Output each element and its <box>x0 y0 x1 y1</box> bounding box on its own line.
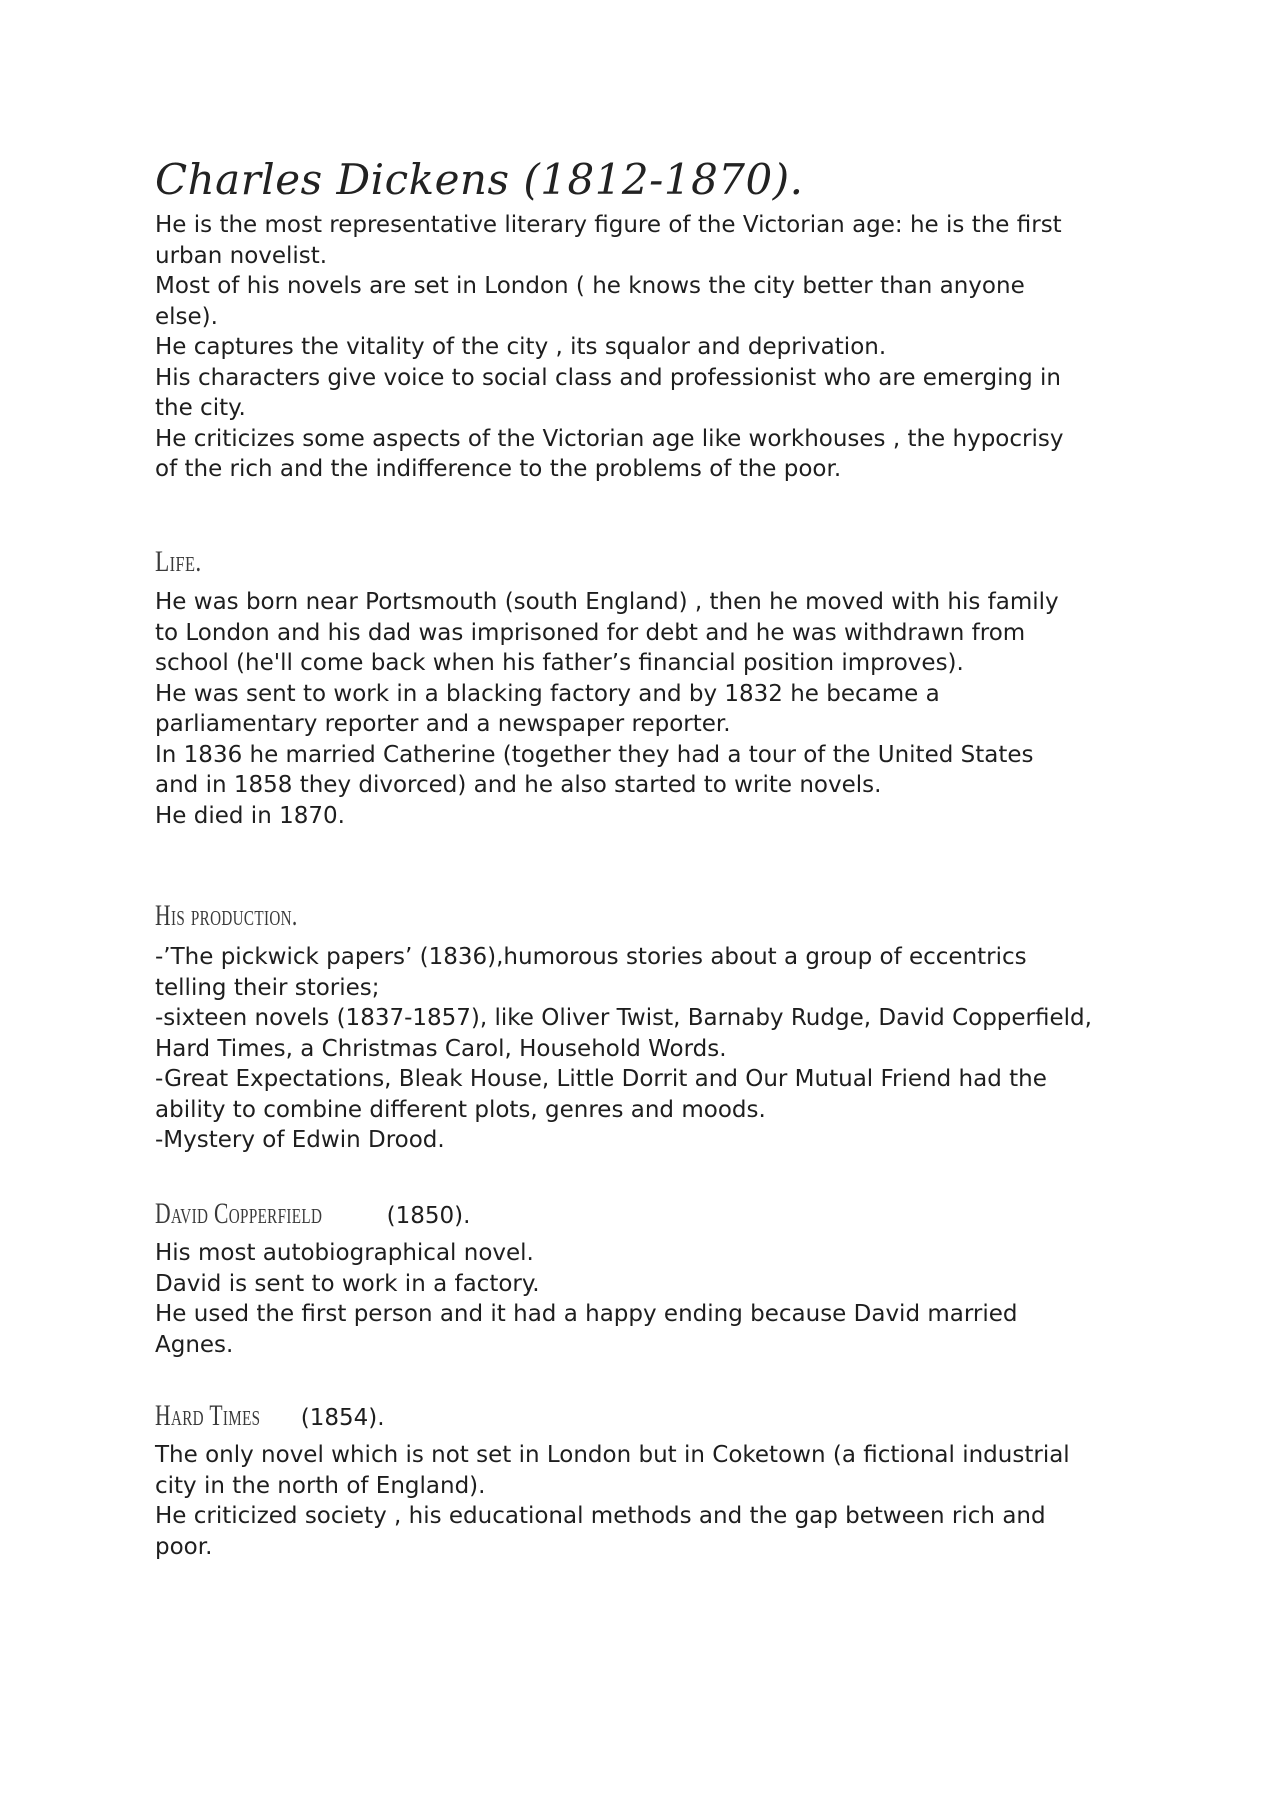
production-line: -’The pickwick papers’ (1836),humorous stories about a group of eccentrics <box>155 944 1027 970</box>
intro-line: else). <box>155 303 218 330</box>
intro-paragraph <box>155 210 1145 485</box>
copperfield-paragraph <box>155 1238 1145 1360</box>
hardtimes-line: The only novel which is not set in London but in Coketown (a fictional industrial <box>155 1442 1070 1468</box>
life-line: He was sent to work in a blacking factory and by 1832 he became a <box>155 680 940 707</box>
life-heading-text: Life. <box>155 545 202 578</box>
hardtimes-line: poor. <box>155 1533 213 1560</box>
copperfield-heading <box>155 1194 470 1236</box>
life-paragraph <box>155 587 1145 831</box>
copperfield-line: David is sent to work in a factory. <box>155 1270 540 1297</box>
life-line: In 1836 he married Catherine (together they had a tour of the United States <box>155 741 1034 768</box>
copperfield-line: He used the first person and it had a happy ending because David married <box>155 1301 1018 1327</box>
intro-line: the city. <box>155 395 246 421</box>
copperfield-heading-text: David Copperfield <box>155 1197 323 1230</box>
intro-line: Most of his novels are set in London ( he knows the city better than anyone <box>155 273 1025 299</box>
life-line: to London and his dad was imprisoned for debt and he was withdrawn from <box>155 619 1026 646</box>
hardtimes-line: He criticized society , his educational methods and the gap between rich and <box>155 1503 1046 1529</box>
production-heading-text: His production. <box>155 899 298 932</box>
hardtimes-heading-text: Hard Times <box>155 1399 261 1432</box>
production-line: -Mystery of Edwin Drood. <box>155 1127 445 1153</box>
life-line: school (he'll come back when his father’s financial position improves). <box>155 650 964 676</box>
life-line: and in 1858 they divorced) and he also started to write novels. <box>155 772 882 798</box>
life-line: He was born near Portsmouth (south England) , then he moved with his family <box>155 589 1059 615</box>
hardtimes-line: city in the north of England). <box>155 1472 486 1499</box>
copperfield-year: (1850). <box>379 1203 471 1229</box>
intro-line: His characters give voice to social class and professionist who are emerging in <box>155 364 1061 391</box>
production-heading <box>155 896 353 936</box>
production-paragraph <box>155 942 1145 1156</box>
hardtimes-paragraph <box>155 1440 1145 1562</box>
production-line: Hard Times, a Christmas Carol, Household Words. <box>155 1035 727 1062</box>
intro-line: of the rich and the indifference to the problems of the poor. <box>155 456 842 482</box>
production-line: -Great Expectations, Bleak House, Little Dorrit and Our Mutual Friend had the <box>155 1066 1047 1092</box>
intro-line: He captures the vitality of the city , its squalor and deprivation. <box>155 334 887 360</box>
production-line: telling their stories; <box>155 974 380 1001</box>
life-line: parliamentary reporter and a newspaper reporter. <box>155 711 731 737</box>
copperfield-line: His most autobiographical novel. <box>155 1240 534 1266</box>
life-line: He died in 1870. <box>155 802 345 829</box>
intro-line: He criticizes some aspects of the Victorian age like workhouses , the hypocrisy <box>155 425 1064 452</box>
intro-line: He is the most representative literary figure of the Victorian age: he is the first <box>155 212 1062 238</box>
document-page <box>155 0 1145 1808</box>
life-heading <box>155 542 215 582</box>
copperfield-line: Agnes. <box>155 1331 234 1358</box>
production-line: -sixteen novels (1837-1857), like Oliver Twist, Barnaby Rudge, David Copperfield, <box>155 1005 1092 1031</box>
intro-line: urban novelist. <box>155 242 328 269</box>
production-line: ability to combine different plots, genres and moods. <box>155 1096 766 1123</box>
document-title: Charles Dickens (1812-1870). <box>155 155 804 204</box>
hardtimes-year: (1854). <box>293 1405 385 1431</box>
hardtimes-heading <box>155 1396 385 1438</box>
